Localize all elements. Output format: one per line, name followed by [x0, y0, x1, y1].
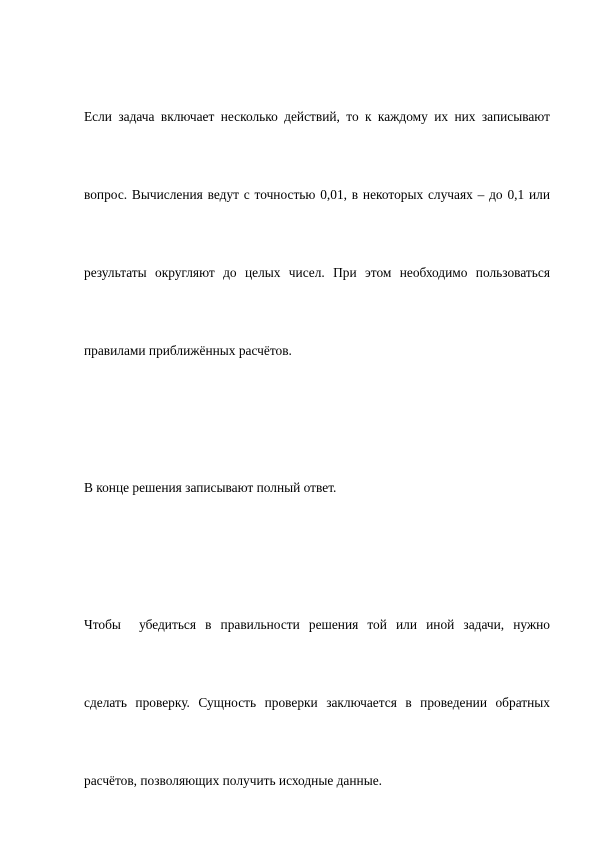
- paragraph-line: Чтобы убедиться в правильности решения той или иной задачи, нужно: [84, 617, 550, 632]
- paragraph-line: Если задача включает несколько действий, то к каждому их них записывают: [84, 109, 550, 124]
- paragraph-3: [84, 560, 550, 846]
- paragraph-2: [84, 423, 550, 553]
- paragraph-line: правилами приближённых расчётов.: [84, 343, 292, 358]
- paragraph-line: результаты округляют до целых чисел. При этом необходимо пользоваться: [84, 265, 550, 280]
- paragraph-1: [84, 52, 550, 416]
- paragraph-line: вопрос. Вычисления ведут с точностью 0,01, в некоторых случаях – до 0,1 или: [84, 187, 550, 202]
- paragraph-line: сделать проверку. Сущность проверки заключается в проведении обратных: [84, 695, 550, 710]
- document-body: [84, 52, 550, 853]
- paragraph-line: В конце решения записывают полный ответ.: [84, 480, 337, 495]
- paragraph-line: расчётов, позволяющих получить исходные данные.: [84, 773, 382, 788]
